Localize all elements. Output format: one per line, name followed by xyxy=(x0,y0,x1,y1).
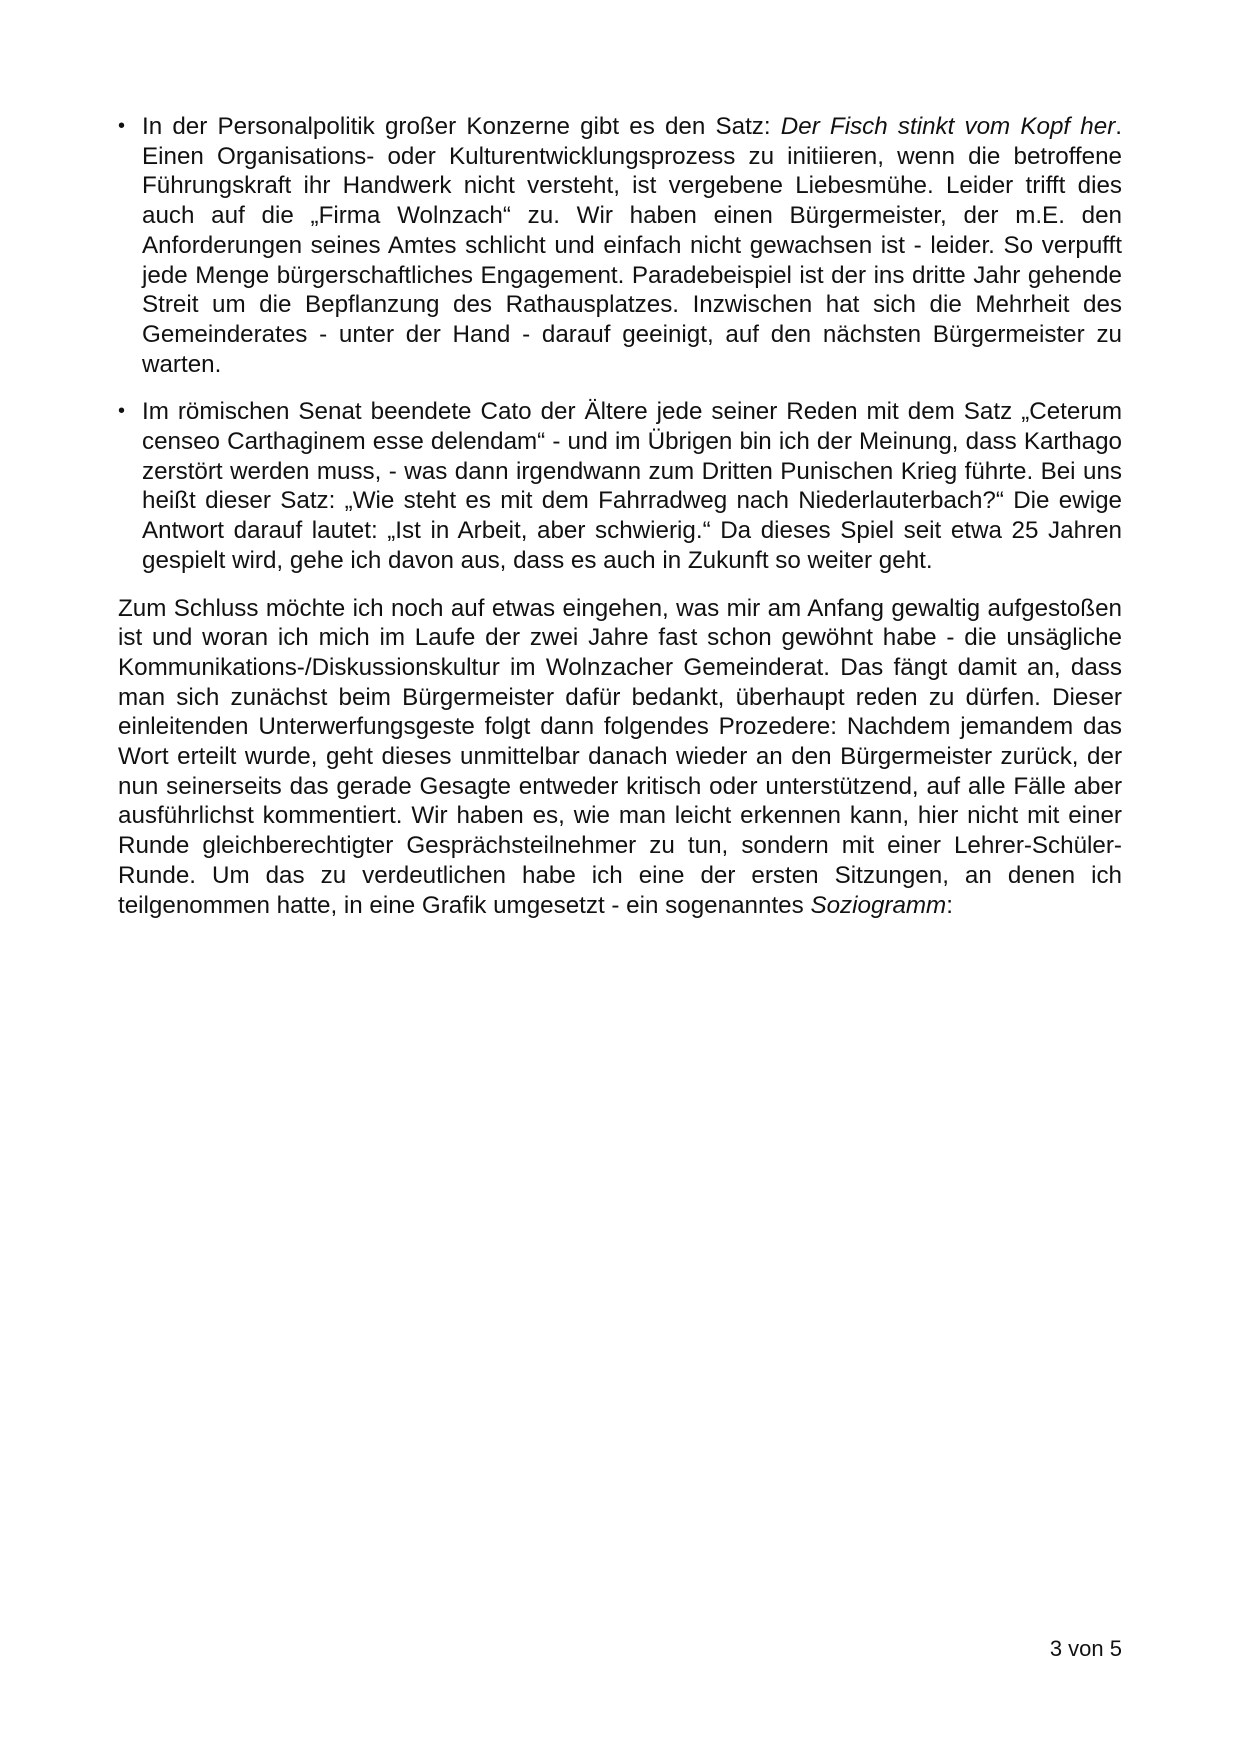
bullet-item-cato xyxy=(118,397,1122,575)
quote-italic: Der Fisch stinkt vom Kopf her xyxy=(780,113,1116,140)
text-segment: In der Personalpolitik großer Konzerne gibt es den Satz: xyxy=(142,113,781,140)
text-segment: Zum Schluss möchte ich noch auf etwas eingehen, was mir am Anfang gewaltig aufgestoßen ist und woran ich mich im Laufe der zwei Jahre fast schon gewöhnt habe - die unsägliche Kommunikations-/Diskussionskultur im Wolnzacher Gemeinderat. Das fängt damit an, dass man sich zunächst beim Bürgermeister dafür bedankt, überhaupt reden zu dürfen. Dieser einleitenden Unterwerfungsgeste folgt dann folgendes Prozedere: Nachdem jemandem das Wort erteilt wurde, geht dieses unmittelbar danach wieder an den Bürgermeister zurück, der nun seinerseits das gerade Gesagte entweder kritisch oder unterstützend, auf alle Fälle aber ausführlichst kommentiert. Wir haben es, wie man leicht erkennen kann, hier nicht mit einer Runde gleichberechtigter Gesprächsteilnehmer zu tun, sondern mit einer Lehrer-Schüler-Runde. Um das zu verdeutlichen habe ich eine der ersten Sitzungen, an denen ich teilgenommen hatte, in eine Grafik umgesetzt - ein sogenanntes xyxy=(118,594,1122,919)
bullet-item-personalpolitik xyxy=(118,112,1122,379)
text-segment: . Einen Organisations- oder Kulturentwicklungsprozess zu initiieren, wenn die betroffene Führungskraft ihr Handwerk nicht versteht, ist vergebene Liebesmühe. Leider trifft dies auch auf die „Firma Wolnzach“ zu. Wir haben einen Bürgermeister, der m.E. den Anforderungen seines Amtes schlicht und einfach nicht gewachsen ist - leider. So verpufft jede Menge bürgerschaftliches Engagement. Paradebeispiel ist der ins dritte Jahr gehende Streit um die Bepflanzung des Rathausplatzes. Inzwischen hat sich die Mehrheit des Gemeinderates - unter der Hand - darauf geeinigt, auf den nächsten Bürgermeister zu warten. xyxy=(142,113,1122,378)
page-number: 3 von 5 xyxy=(1049,1636,1122,1661)
page-content xyxy=(118,112,1122,920)
text-segment: Im römischen Senat beendete Cato der Ältere jede seiner Reden mit dem Satz „Ceterum censeo Carthaginem esse delendam“ - und im Übrigen bin ich der Meinung, dass Karthago zerstört werden muss, - was dann irgendwann zum Dritten Punischen Krieg führte. Bei uns heißt dieser Satz: „Wie steht es mit dem Fahrradweg nach Niederlauterbach?“ Die ewige Antwort darauf lautet: „Ist in Arbeit, aber schwierig.“ Da dieses Spiel seit etwa 25 Jahren gespielt wird, gehe ich davon aus, dass es auch in Zukunft so weiter geht. xyxy=(142,398,1122,574)
bullet-icon: • xyxy=(118,400,126,423)
term-italic: Soziogramm xyxy=(810,891,947,919)
text-segment: : xyxy=(946,891,953,919)
bullet-list xyxy=(118,112,1122,576)
closing-paragraph xyxy=(118,594,1122,921)
bullet-icon: • xyxy=(118,115,126,137)
